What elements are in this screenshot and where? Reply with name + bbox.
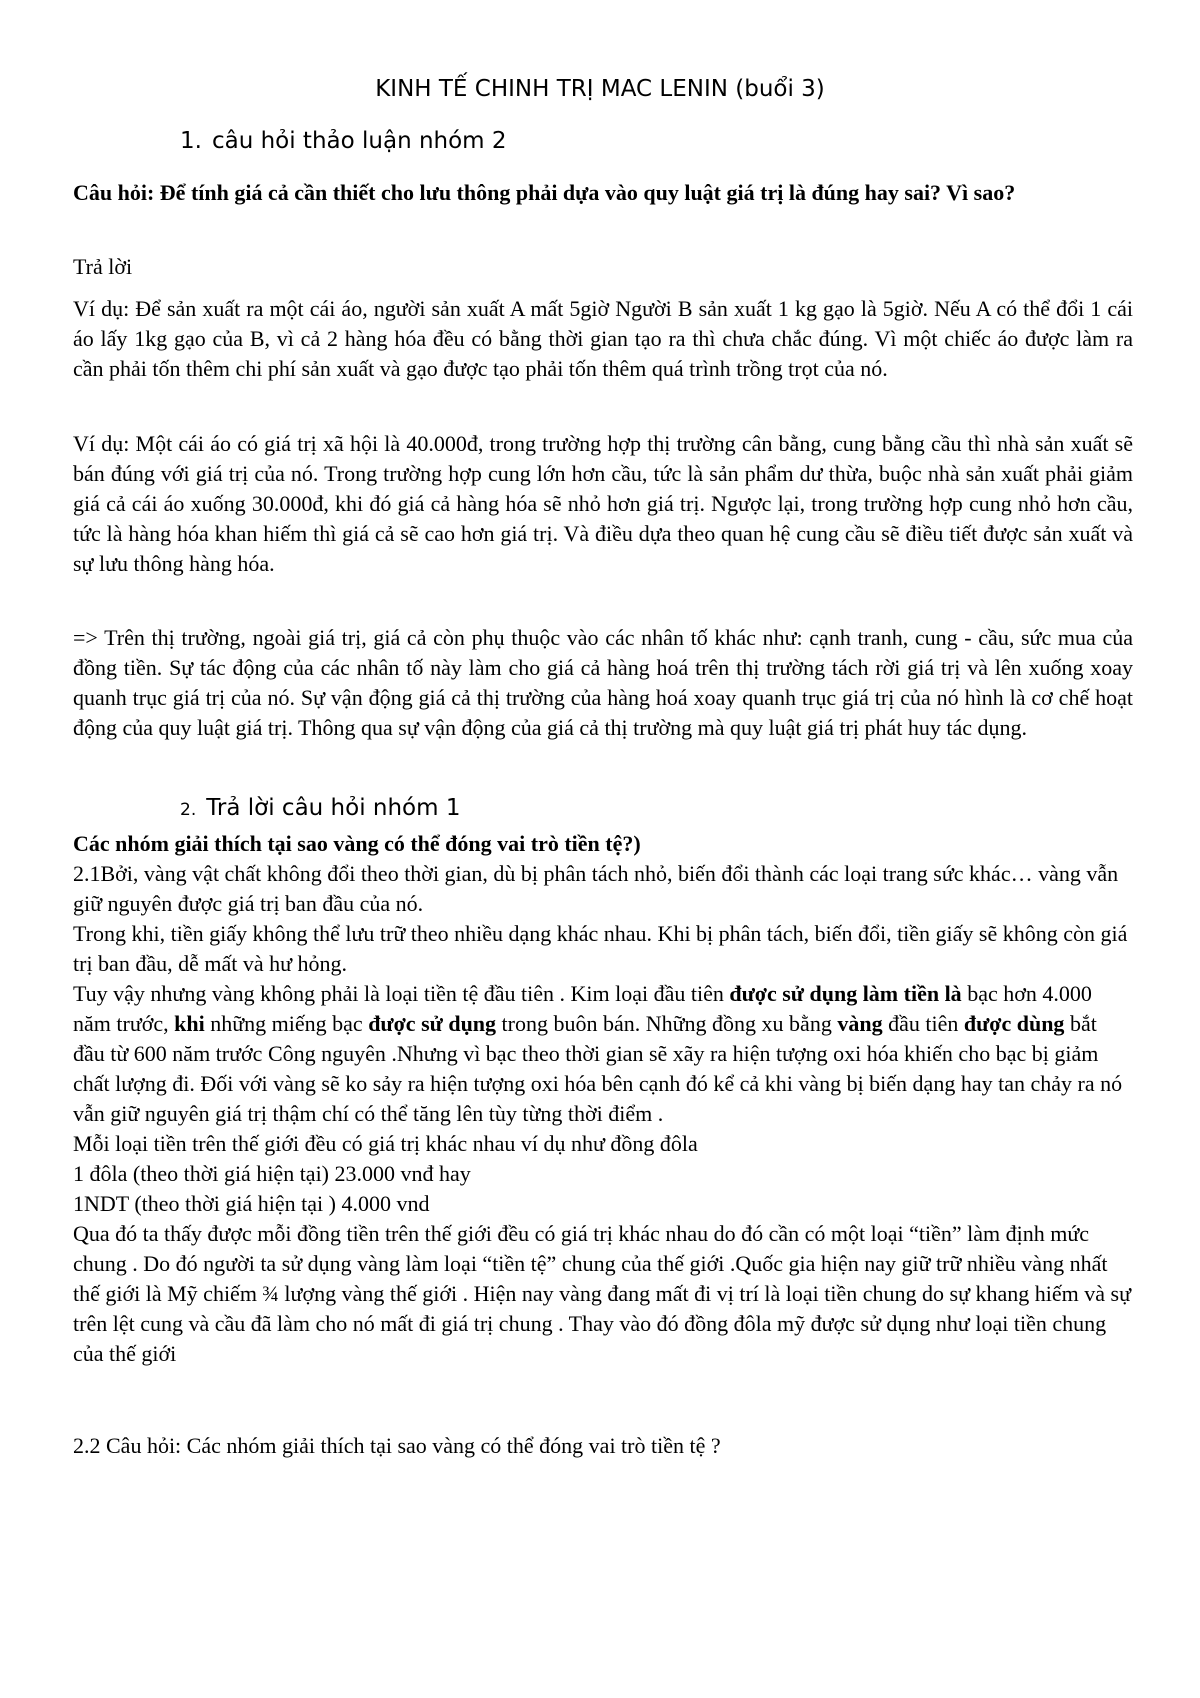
body-line-ndt-rate: 1NDT (theo thời giá hiện tại ) 4.000 vnd bbox=[73, 1191, 430, 1216]
section2-body bbox=[73, 829, 1133, 1369]
body-line-gold-properties: 2.1Bởi, vàng vật chất không đổi theo thời gian, dù bị phân tách nhỏ, biến đổi thành các loại trang sức khác… vàng vẫn giữ nguyên được giá trị ban đầu của nó. bbox=[73, 861, 1119, 916]
body-line-currencies: Mỗi loại tiền trên thế giới đều có giá trị khác nhau ví dụ như đồng đôla bbox=[73, 1131, 698, 1156]
body-line-history: Tuy vậy nhưng vàng không phải là loại tiền tệ đầu tiên . Kim loại đầu tiên được sử dụng làm tiền là bạc hơn 4.000 năm trước, khi những miếng bạc được sử dụng trong buôn bán. Những đồng xu bằng vàng đầu tiên được dùng bắt đầu từ 600 năm trước Công nguyên .Nhưng vì bạc theo thời gian sẽ xãy ra hiện tượng oxi hóa khiến cho bạc bị giảm chất lượng đi. Đối với vàng sẽ ko sảy ra hiện tượng oxi hóa bên cạnh đó kể cả khi vàng bị biến dạng hay tan chảy ra nó vẫn giữ nguyên giá trị thậm chí có thể tăng lên tùy từng thời điểm . bbox=[73, 981, 1123, 1126]
section2-heading-text: Trả lời câu hỏi nhóm 1 bbox=[206, 795, 461, 821]
section1-heading bbox=[180, 128, 507, 154]
section2-heading bbox=[180, 795, 460, 821]
answer-label: Trả lời bbox=[73, 254, 133, 279]
section1-question: Câu hỏi: Để tính giá cả cần thiết cho lưu thông phải dựa vào quy luật giá trị là đúng hay sai? Vì sao? bbox=[73, 180, 1016, 205]
page-title: KINH TẾ CHINH TRỊ MAC LENIN (buổi 3) bbox=[375, 76, 825, 102]
section1-heading-text: câu hỏi thảo luận nhóm 2 bbox=[211, 128, 507, 154]
example-paragraph-2: Ví dụ: Một cái áo có giá trị xã hội là 40.000đ, trong trường hợp thị trường cân bằng, cung bằng cầu thì nhà sản xuất sẽ bán đúng với giá trị của nó. Trong trường hợp cung lớn hơn cầu, tức là sản phẩm dư thừa, buộc nhà sản xuất phải giảm giá cả cái áo xuống 30.000đ, khi đó giá cả hàng hóa sẽ nhỏ hơn giá trị. Ngược lại, trong trường hợp cung nhỏ hơn cầu, tức là hàng hóa khan hiếm thì giá cả sẽ cao hơn giá trị. Và điều dựa theo quan hệ cung cầu sẽ điều tiết được sản xuất và sự lưu thông hàng hóa. bbox=[73, 431, 1133, 576]
body-line-dollar-rate: 1 đôla (theo thời giá hiện tại) 23.000 vnđ hay bbox=[73, 1161, 471, 1186]
example-paragraph-1: Ví dụ: Để sản xuất ra một cái áo, người sản xuất A mất 5giờ Người B sản xuất 1 kg gạo là 5giờ. Nếu A có thể đổi 1 cái áo lấy 1kg gạo của B, vì cả 2 hàng hóa đều có bằng thời gian tạo ra thì chưa chắc đúng. Vì một chiếc áo được làm ra cần phải tốn thêm chi phí sản xuất và gạo được tạo phải tốn thêm quá trình trồng trọt của nó. bbox=[73, 296, 1133, 381]
section2-question: Các nhóm giải thích tại sao vàng có thể đóng vai trò tiền tệ?) bbox=[73, 831, 641, 856]
body-line-paper-money: Trong khi, tiền giấy không thể lưu trữ theo nhiều dạng khác nhau. Khi bị phân tách, biến đổi, tiền giấy sẽ không còn giá trị ban đầu, dễ mất và hư hỏng. bbox=[73, 921, 1128, 976]
section1-number: 1. bbox=[180, 128, 202, 154]
sub-question-2-2: 2.2 Câu hỏi: Các nhóm giải thích tại sao vàng có thể đóng vai trò tiền tệ ? bbox=[73, 1433, 721, 1458]
conclusion-paragraph: => Trên thị trường, ngoài giá trị, giá cả còn phụ thuộc vào các nhân tố khác như: cạnh tranh, cung - cầu, sức mua của đồng tiền. Sự tác động của các nhân tố này làm cho giá cả hàng hoá trên thị trường tách rời giá trị và lên xuống xoay quanh trục giá trị của nó. Sự vận động giá cả thị trường của hàng hoá xoay quanh trục giá trị của nó hình là cơ chế hoạt động của quy luật giá trị. Thông qua sự vận động của giá cả thị trường mà quy luật giá trị phát huy tác dụng. bbox=[73, 625, 1133, 740]
section2-number: 2. bbox=[180, 800, 197, 820]
body-line-conclusion: Qua đó ta thấy được mỗi đồng tiền trên thế giới đều có giá trị khác nhau do đó cần có một loại “tiền” làm định mức chung . Do đó người ta sử dụng vàng làm loại “tiền tệ” chung của thế giới .Quốc gia hiện nay giữ trữ nhiều vàng nhất thế giới là Mỹ chiếm ¾ lượng vàng thế giới . Hiện nay vàng đang mất đi vị trí là loại tiền chung do sự khang hiếm và sự trên lệt cung và cầu đã làm cho nó mất đi giá trị chung . Thay vào đó đồng đôla mỹ được sử dụng như loại tiền chung của thế giới bbox=[73, 1221, 1132, 1366]
